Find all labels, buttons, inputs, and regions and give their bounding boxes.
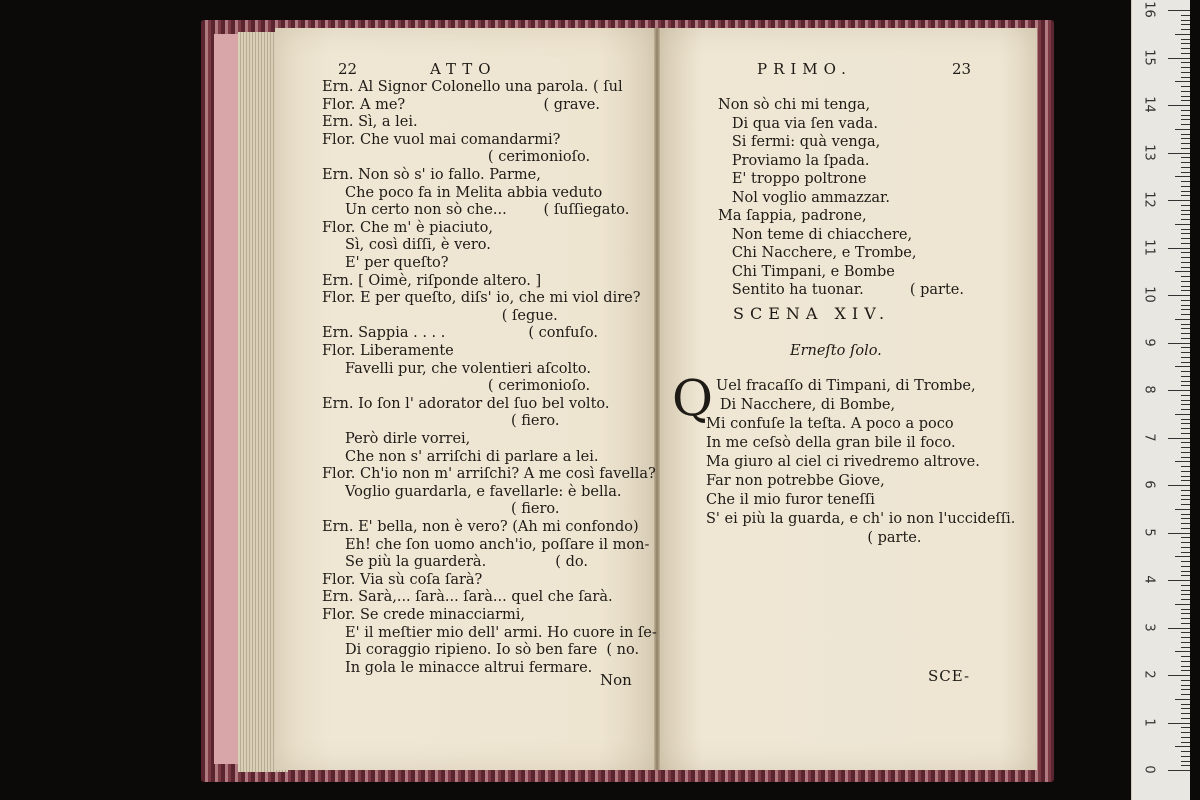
ruler-tick <box>1181 252 1190 253</box>
text-line: Però dirle vorrei, <box>322 431 471 447</box>
ruler-tick <box>1181 471 1190 472</box>
monologue-line: S' ei più la guarda, e ch' io non l'uccideſſi. <box>706 511 1016 527</box>
ruler-tick <box>1181 62 1190 63</box>
ruler-tick <box>1168 533 1190 534</box>
ruler-tick <box>1168 58 1190 59</box>
ruler-tick <box>1175 556 1190 557</box>
left-page-number: 22 <box>338 60 358 78</box>
ruler-tick <box>1181 309 1190 310</box>
ruler-label: 1 <box>1141 717 1157 727</box>
ruler-tick <box>1181 599 1190 600</box>
ruler-label: 0 <box>1141 765 1157 774</box>
ruler-tick <box>1181 480 1190 481</box>
ruler-tick <box>1181 623 1190 624</box>
text-line: E' il meſtier mio dell' armi. Ho cuore in ſe- <box>322 624 657 641</box>
ruler-tick <box>1181 504 1190 505</box>
ruler-tick <box>1181 333 1190 334</box>
ruler-label: 11 <box>1141 238 1157 256</box>
ruler-label: 13 <box>1141 143 1157 161</box>
ruler-tick <box>1181 694 1190 695</box>
ruler-tick <box>1168 343 1190 344</box>
ruler-tick <box>1181 205 1190 206</box>
ruler-tick <box>1181 338 1190 339</box>
ruler-tick <box>1181 191 1190 192</box>
ruler-tick <box>1181 229 1190 230</box>
ruler-tick <box>1181 352 1190 353</box>
ruler-label: 5 <box>1141 527 1157 537</box>
text-line: Flor. Via sù coſa ſarà? <box>322 571 483 588</box>
ruler-tick <box>1181 243 1190 244</box>
ruler-tick <box>1181 362 1190 363</box>
ruler-tick <box>1181 72 1190 73</box>
ruler-tick <box>1181 24 1190 25</box>
text-line: Che poco fa in Melita abbia veduto <box>322 184 603 201</box>
ruler-tick <box>1181 262 1190 263</box>
text-line: Ern. Sarà,... ſarà... ſarà... quel che ſarà. <box>322 589 613 606</box>
ruler-label: 7 <box>1141 432 1157 442</box>
verse-line: Di qua via ſen vada. <box>718 115 878 132</box>
monologue-line: ( parte. <box>706 530 922 546</box>
ruler-tick <box>1175 319 1190 320</box>
drop-cap-letter: Q <box>672 369 713 427</box>
text-line: Favelli pur, che volentieri aſcolto. <box>322 360 592 377</box>
ruler-tick <box>1181 666 1190 667</box>
ruler-tick <box>1181 495 1190 496</box>
ruler-tick <box>1181 376 1190 377</box>
ruler-tick <box>1175 651 1190 652</box>
ruler-tick <box>1181 172 1190 173</box>
text-line: Sì, così diſſi, è vero. <box>322 237 491 254</box>
ruler-tick <box>1175 461 1190 462</box>
ruler-tick <box>1181 409 1190 410</box>
text-line: Flor. Liberamente <box>322 343 454 359</box>
ruler-tick <box>1181 91 1190 92</box>
monologue-line: In me ceſsò della gran bile il foco. <box>706 435 956 451</box>
ruler-tick <box>1181 324 1190 325</box>
ruler-tick <box>1181 476 1190 477</box>
left-catchword: Non <box>600 671 632 689</box>
measuring-ruler <box>1131 0 1190 800</box>
ruler-tick <box>1181 547 1190 548</box>
text-line: Ern. Sappia . . . . ( confuſo. <box>322 325 598 342</box>
ruler-tick <box>1181 195 1190 196</box>
right-catchword: SCE- <box>928 667 971 685</box>
text-line: Se più la guarderà. ( do. <box>322 554 588 571</box>
ruler-tick <box>1181 518 1190 519</box>
ruler-label: 12 <box>1141 191 1157 208</box>
ruler-tick <box>1181 670 1190 671</box>
text-line: Flor. A me? ( grave. <box>322 96 600 113</box>
ruler-tick <box>1181 590 1190 591</box>
text-line: ( fiero. <box>322 413 560 430</box>
ruler-label: 4 <box>1141 575 1157 584</box>
ruler-tick <box>1181 347 1190 348</box>
ruler-tick <box>1181 53 1190 54</box>
ruler-tick <box>1181 632 1190 633</box>
ruler-tick <box>1181 680 1190 681</box>
ruler-tick <box>1181 561 1190 562</box>
ruler-tick <box>1175 604 1190 605</box>
text-line: E' per queſto? <box>322 255 449 271</box>
ruler-label: 6 <box>1141 480 1157 489</box>
ruler-tick <box>1175 366 1190 367</box>
scene-heading: SCENA XIV. <box>733 304 891 323</box>
monologue-line: Mi confuſe la teſta. A poco a poco <box>706 416 954 432</box>
text-line: Ern. Io ſon l' adorator del ſuo bel volto. <box>322 395 610 412</box>
ruler-tick <box>1175 746 1190 747</box>
text-line: Voglio guardarla, e favellarle: è bella. <box>322 483 622 500</box>
ruler-tick <box>1181 381 1190 382</box>
ruler-tick <box>1181 400 1190 401</box>
ruler-tick <box>1181 43 1190 44</box>
ruler-tick <box>1181 523 1190 524</box>
ruler-label: 16 <box>1141 1 1157 18</box>
ruler-tick <box>1181 656 1190 657</box>
ruler-tick <box>1181 419 1190 420</box>
ruler-tick <box>1181 661 1190 662</box>
ruler-label: 8 <box>1141 385 1157 394</box>
ruler-tick <box>1168 248 1190 249</box>
ruler-tick <box>1181 685 1190 686</box>
ruler-tick <box>1181 300 1190 301</box>
ruler-tick <box>1175 414 1190 415</box>
monologue-line: Far non potrebbe Giove, <box>706 473 885 489</box>
monologue-line: Uel fracaſſo di Timpani, di Trombe, <box>716 378 976 394</box>
ruler-tick <box>1181 423 1190 424</box>
ruler-tick <box>1181 704 1190 705</box>
ruler-tick <box>1181 490 1190 491</box>
monologue-line: Di Nacchere, di Bombe, <box>706 397 896 413</box>
ruler-tick <box>1181 594 1190 595</box>
ruler-tick <box>1181 404 1190 405</box>
text-line: Flor. Che vuol mai comandarmi? <box>322 131 561 148</box>
ruler-tick <box>1181 751 1190 752</box>
ruler-tick <box>1181 585 1190 586</box>
ruler-tick <box>1181 765 1190 766</box>
ruler-tick <box>1175 129 1190 130</box>
ruler-tick <box>1175 224 1190 225</box>
ruler-tick <box>1181 167 1190 168</box>
ruler-tick <box>1175 699 1190 700</box>
ruler-tick <box>1181 257 1190 258</box>
ruler-tick <box>1181 732 1190 733</box>
ruler-tick <box>1181 39 1190 40</box>
ruler-label: 9 <box>1141 337 1157 347</box>
verse-line: Ma ſappia, padrone, <box>718 208 867 224</box>
ruler-tick <box>1181 328 1190 329</box>
ruler-tick <box>1181 552 1190 553</box>
verse-line: Nol voglio ammazzar. <box>718 189 890 206</box>
ruler-tick <box>1181 613 1190 614</box>
ruler-tick <box>1175 509 1190 510</box>
ruler-tick <box>1181 689 1190 690</box>
ruler-tick <box>1181 756 1190 757</box>
ruler-tick <box>1181 86 1190 87</box>
ruler-tick <box>1168 10 1190 11</box>
ruler-tick <box>1168 200 1190 201</box>
ruler-tick <box>1181 77 1190 78</box>
ruler-tick <box>1181 761 1190 762</box>
ruler-tick <box>1181 281 1190 282</box>
ruler-tick <box>1181 119 1190 120</box>
ruler-tick <box>1181 385 1190 386</box>
ruler-tick <box>1181 15 1190 16</box>
ruler-tick <box>1181 637 1190 638</box>
ruler-tick <box>1168 628 1190 629</box>
ruler-tick <box>1181 219 1190 220</box>
ruler-label: 14 <box>1141 96 1157 113</box>
text-line: Flor. E per queſto, diſs' io, che mi viol dire? <box>322 290 641 307</box>
ruler-tick <box>1181 110 1190 111</box>
ruler-tick <box>1181 433 1190 434</box>
ruler-tick <box>1181 542 1190 543</box>
ruler-tick <box>1181 713 1190 714</box>
verse-line: Sentito ha tuonar. ( parte. <box>718 282 964 298</box>
text-line: ( fiero. <box>322 501 560 518</box>
ruler-tick <box>1181 647 1190 648</box>
ruler-tick <box>1181 428 1190 429</box>
verse-line: E' troppo poltrone <box>718 171 867 187</box>
ruler-tick <box>1181 157 1190 158</box>
ruler-tick <box>1181 67 1190 68</box>
text-line: In gola le minacce altrui fermare. <box>322 659 593 676</box>
ruler-tick <box>1181 727 1190 728</box>
ruler-tick <box>1168 438 1190 439</box>
ruler-tick <box>1175 81 1190 82</box>
ruler-tick <box>1168 153 1190 154</box>
right-running-head: PRIMO. <box>757 60 852 78</box>
ruler-tick <box>1181 214 1190 215</box>
ruler-label: 2 <box>1141 670 1157 679</box>
ruler-tick <box>1181 447 1190 448</box>
monologue-line: Che il mio furor teneſſi <box>706 492 875 508</box>
ruler-tick <box>1181 357 1190 358</box>
ruler-tick <box>1181 210 1190 211</box>
text-line: Ern. Non sò s' io fallo. Parme, <box>322 167 541 183</box>
verse-line: Proviamo la ſpada. <box>718 152 870 169</box>
ruler-tick <box>1168 390 1190 391</box>
ruler-tick <box>1181 442 1190 443</box>
ruler-tick <box>1181 290 1190 291</box>
ruler-tick <box>1168 723 1190 724</box>
ruler-tick <box>1181 566 1190 567</box>
ruler-tick <box>1181 181 1190 182</box>
text-line: Flor. Se crede minacciarmi, <box>322 607 526 623</box>
ruler-tick <box>1181 115 1190 116</box>
ruler-tick <box>1181 642 1190 643</box>
ruler-tick <box>1168 105 1190 106</box>
ruler-tick <box>1181 162 1190 163</box>
verse-line: Non sò chi mi tenga, <box>718 97 871 113</box>
ruler-tick <box>1181 286 1190 287</box>
text-line: Ern. Sì, a lei. <box>322 114 418 131</box>
ruler-tick <box>1181 138 1190 139</box>
ruler-tick <box>1181 148 1190 149</box>
verse-line: Chi Nacchere, e Trombe, <box>718 245 917 261</box>
ruler-tick <box>1181 276 1190 277</box>
ruler-tick <box>1181 718 1190 719</box>
ruler-tick <box>1181 499 1190 500</box>
ruler-tick <box>1181 20 1190 21</box>
ruler-tick <box>1181 575 1190 576</box>
ruler-label: 3 <box>1141 622 1157 632</box>
ruler-tick <box>1181 537 1190 538</box>
verse-line: Non teme di chiacchere, <box>718 226 913 243</box>
text-line: ( ſegue. <box>322 307 558 324</box>
text-line: Che non s' arriſchi di parlare a lei. <box>322 448 599 465</box>
ruler-tick <box>1181 186 1190 187</box>
ruler-label: 15 <box>1141 48 1157 66</box>
ruler-tick <box>1175 176 1190 177</box>
text-line: Ern. [ Oimè, riſponde altero. ] <box>322 272 542 289</box>
ruler-tick <box>1181 29 1190 30</box>
ruler-tick <box>1181 708 1190 709</box>
left-running-head: ATTO <box>430 60 497 78</box>
ruler-tick <box>1175 34 1190 35</box>
ruler-tick <box>1181 305 1190 306</box>
ruler-tick <box>1181 314 1190 315</box>
ruler-tick <box>1168 580 1190 581</box>
ruler-tick <box>1168 295 1190 296</box>
text-line: Ern. E' bella, non è vero? (Ah mi confondo) <box>322 519 639 535</box>
text-line: Un certo non sò che... ( ſuſſiegato. <box>322 202 630 219</box>
text-line: ( cerimonioſo. <box>322 149 591 166</box>
verse-line: Si fermi: quà venga, <box>718 134 881 150</box>
ruler-tick <box>1181 267 1190 268</box>
monologue-line: Ma giuro al ciel ci rivedremo altrove. <box>706 454 980 470</box>
ruler-tick <box>1181 528 1190 529</box>
ruler-tick <box>1181 395 1190 396</box>
right-page-number: 23 <box>952 60 972 78</box>
text-line: Flor. Ch'io non m' arriſchi? A me così favella? <box>322 466 656 483</box>
ruler-tick <box>1181 452 1190 453</box>
ruler-tick <box>1181 96 1190 97</box>
ruler-tick <box>1181 609 1190 610</box>
ruler-tick <box>1181 124 1190 125</box>
text-line: Flor. Che m' è piaciuto, <box>322 219 493 236</box>
ruler-tick <box>1181 457 1190 458</box>
ruler-tick <box>1168 770 1190 771</box>
verse-line: Chi Timpani, e Bombe <box>718 263 895 280</box>
ruler-tick <box>1181 742 1190 743</box>
ruler-tick <box>1181 48 1190 49</box>
book-gutter <box>654 28 660 770</box>
scene-subtitle: Erneſto ſolo. <box>790 343 882 359</box>
ruler-tick <box>1181 100 1190 101</box>
ruler-tick <box>1181 737 1190 738</box>
ruler-tick <box>1181 238 1190 239</box>
ruler-tick <box>1181 233 1190 234</box>
ruler-tick <box>1181 618 1190 619</box>
text-line: Eh! che ſon uomo anch'io, poſſare il mon- <box>322 536 650 553</box>
ruler-tick <box>1181 143 1190 144</box>
ruler-tick <box>1168 675 1190 676</box>
ruler-tick <box>1181 134 1190 135</box>
ruler-tick <box>1181 371 1190 372</box>
ruler-label: 10 <box>1141 286 1157 303</box>
ruler-tick <box>1175 271 1190 272</box>
ruler-tick <box>1168 485 1190 486</box>
text-line: Ern. Al Signor Colonello una parola. ( ſul <box>322 79 623 95</box>
text-line: Di coraggio ripieno. Io sò ben fare ( no. <box>322 642 640 659</box>
ruler-tick <box>1181 571 1190 572</box>
ruler-tick <box>1181 466 1190 467</box>
ruler-tick <box>1181 514 1190 515</box>
text-line: ( cerimonioſo. <box>322 378 591 395</box>
